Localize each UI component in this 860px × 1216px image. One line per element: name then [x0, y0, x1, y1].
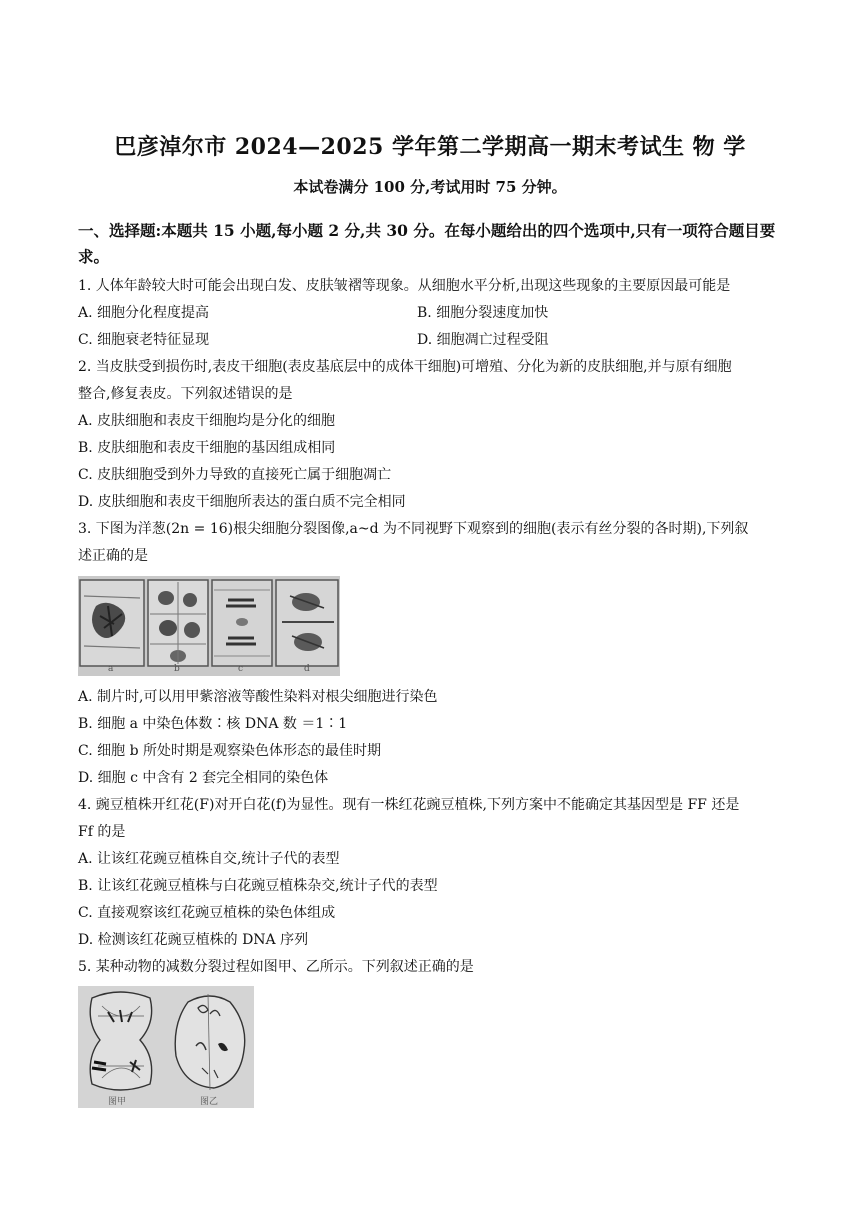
question-2-option-a: A. 皮肤细胞和表皮干细胞均是分化的细胞 — [78, 413, 336, 429]
question-4-option-a: A. 让该红花豌豆植株自交,统计子代的表型 — [78, 851, 340, 867]
question-1-option-c: C. 细胞衰老特征显现 — [78, 332, 210, 348]
question-3-option-a: A. 制片时,可以用甲紫溶液等酸性染料对根尖细胞进行染色 — [78, 689, 438, 705]
meiosis-drawing — [78, 986, 254, 1108]
question-1-option-d: D. 细胞凋亡过程受阻 — [417, 332, 549, 348]
question-1-stem: 1. 人体年龄较大时可能会出现白发、皮肤皱褶等现象。从细胞水平分析,出现这些现象的主要原因最可能是 — [78, 278, 731, 294]
onion-root-tip-cells-figure — [78, 576, 340, 676]
figure-label-jia: 图甲 — [108, 1097, 127, 1107]
onion-root-tip-cells-drawing — [78, 576, 340, 676]
figure-label-c: c — [238, 664, 244, 674]
question-3-option-c: C. 细胞 b 所处时期是观察染色体形态的最佳时期 — [78, 743, 381, 759]
question-4-option-c: C. 直接观察该红花豌豆植株的染色体组成 — [78, 905, 336, 921]
question-2-option-c: C. 皮肤细胞受到外力导致的直接死亡属于细胞凋亡 — [78, 467, 392, 483]
question-2-option-d: D. 皮肤细胞和表皮干细胞所表达的蛋白质不完全相同 — [78, 494, 406, 510]
question-3-option-b: B. 细胞 a 中染色体数∶核 DNA 数 ＝1∶1 — [78, 716, 348, 732]
figure-label-yi: 图乙 — [200, 1097, 219, 1107]
question-4-option-b: B. 让该红花豌豆植株与白花豌豆植株杂交,统计子代的表型 — [78, 878, 438, 894]
question-3-option-d: D. 细胞 c 中含有 2 套完全相同的染色体 — [78, 770, 329, 786]
figure-label-a: a — [108, 664, 114, 674]
question-2-option-b: B. 皮肤细胞和表皮干细胞的基因组成相同 — [78, 440, 336, 456]
question-1-option-a: A. 细胞分化程度提高 — [78, 305, 210, 321]
figure-label-b: b — [174, 664, 180, 674]
question-5-stem: 5. 某种动物的减数分裂过程如图甲、乙所示。下列叙述正确的是 — [78, 959, 474, 975]
cell-panel-d — [276, 580, 338, 666]
exam-subtitle: 本试卷满分 100 分,考试用时 75 分钟。 — [293, 178, 567, 196]
question-4-stem-line-1: 4. 豌豆植株开红花(F)对开白花(f)为显性。现有一株红花豌豆植株,下列方案中不能确定其基因型是 FF 还是 — [78, 797, 740, 813]
meiosis-figure — [78, 986, 254, 1108]
question-1-option-b: B. 细胞分裂速度加快 — [417, 305, 549, 321]
question-3-stem-line-2: 述正确的是 — [78, 548, 148, 564]
figure-yi-cell — [175, 994, 245, 1090]
question-2-stem-line-1: 2. 当皮肤受到损伤时,表皮干细胞(表皮基底层中的成体干细胞)可增殖、分化为新的皮肤细胞,并与原有细胞 — [78, 359, 732, 375]
figure-label-d: d — [304, 664, 310, 674]
exam-title: 巴彦淖尔市 2024—2025 学年第二学期高一期末考试生 物 学 — [114, 134, 746, 160]
question-3-stem-line-1: 3. 下图为洋葱(2n = 16)根尖细胞分裂图像,a~d 为不同视野下观察到的细胞(表示有丝分裂的各时期),下列叙 — [78, 521, 749, 537]
section-heading: 一、选择题:本题共 15 小题,每小题 2 分,共 30 分。在每小题给出的四个选项中,只有一项符合题目要求。 — [78, 221, 776, 266]
question-4-stem-line-2: Ff 的是 — [78, 824, 126, 840]
cell-panel-a — [80, 580, 144, 666]
cell-panel-b — [148, 580, 208, 666]
question-2-stem-line-2: 整合,修复表皮。下列叙述错误的是 — [78, 386, 293, 402]
cell-panel-c — [212, 580, 272, 666]
question-4-option-d: D. 检测该红花豌豆植株的 DNA 序列 — [78, 932, 309, 948]
